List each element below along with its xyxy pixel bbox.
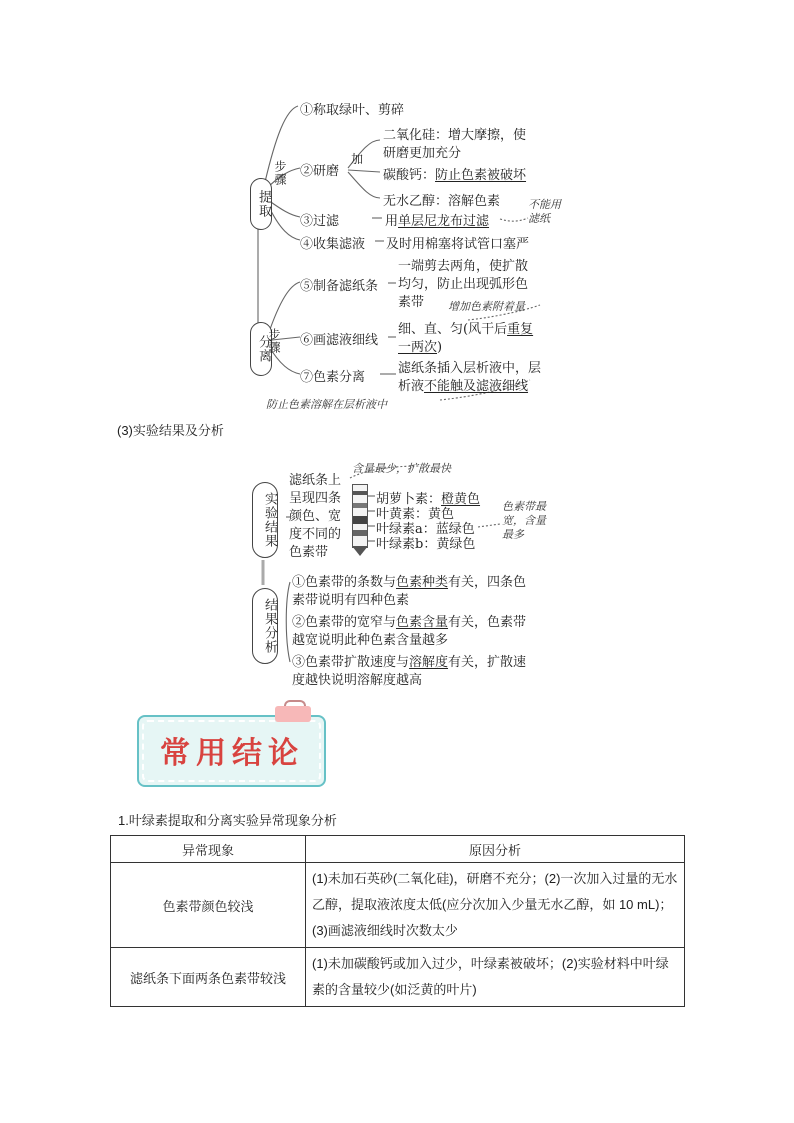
band-xanthophyll: 叶黄素：黄色	[376, 507, 455, 522]
note-widest-line3: 最多	[502, 528, 524, 541]
result-line2: 呈现四条	[289, 491, 342, 506]
grind-silica-line2: 研磨更加充分	[383, 146, 462, 161]
separate-detail-line1: 滤纸条插入层析液中，层	[398, 361, 542, 376]
separate-detail-line2	[398, 375, 528, 394]
header-reason: 原因分析	[306, 836, 685, 863]
caco3-label: 碳酸钙：	[383, 168, 436, 183]
result-line4: 度不同的	[289, 527, 342, 542]
grind-ethanol: 无水乙醇：溶解色素	[383, 194, 501, 209]
a1-line2: 素带说明有四种色素	[292, 593, 410, 608]
note-least-fastest: 含量最少，扩散最快	[352, 462, 451, 475]
label-steps-separate: 步骤	[267, 328, 281, 354]
line-repeat: 重复	[507, 322, 534, 337]
step-7: ⑦色素分离	[300, 370, 366, 385]
strip-tip	[352, 546, 368, 556]
line-detail-1	[398, 318, 533, 337]
result-line3: 颜色、宽	[289, 509, 342, 524]
grind-silica-line1: 二氧化硅：增大摩擦，使	[383, 128, 527, 143]
caco3-purpose: 防止色素被破坏	[435, 168, 527, 183]
header-phenomenon: 异常现象	[111, 836, 306, 863]
table-title: 1.叶绿素提取和分离实验异常现象分析	[118, 813, 337, 828]
result-line5: 色素带	[289, 545, 329, 560]
a3-post: 有关，扩散速	[448, 655, 527, 670]
a3-pre: ③色素带扩散速度与	[292, 655, 410, 670]
band-chla-mark	[353, 516, 367, 524]
a1-post: 有关，四条色	[448, 575, 527, 590]
analysis-1	[292, 574, 526, 610]
step-1: ①称取绿叶、剪碎	[300, 103, 405, 118]
band-chlorophyll-a: 叶绿素a：蓝绿色	[376, 522, 475, 537]
strip-detail-line1: 一端剪去两角，使扩散	[398, 259, 529, 274]
band-carotene-mark	[353, 491, 367, 495]
collect-detail: 及时用棉塞将试管口塞严	[386, 237, 530, 252]
step-6: ⑥画滤液细线	[300, 333, 379, 348]
strip-detail-line3: 素带	[398, 295, 425, 310]
phenomenon-cell: 色素带颜色较浅	[111, 863, 306, 948]
filter-method: 单层尼龙布过滤	[398, 214, 490, 229]
step-2: ②研磨	[300, 164, 340, 179]
band-chlorophyll-b: 叶绿素b：黄绿色	[376, 537, 476, 552]
clip-tab	[275, 706, 311, 722]
root-analysis: 结果分析	[252, 588, 278, 664]
phenomenon-cell: 滤纸条下面两条色素带较浅	[111, 948, 306, 1007]
a1-pre: ①色素带的条数与	[292, 575, 397, 590]
strip-detail-line2: 均匀，防止出现弧形色	[398, 277, 529, 292]
band1-label: 胡萝卜素：	[376, 492, 442, 507]
band1-color: 橙黄色	[441, 492, 481, 507]
note-widest-line2: 宽，含量	[502, 514, 546, 527]
separate-pre: 析液	[398, 379, 425, 394]
note-increase-attachment: 增加色素附着量	[448, 300, 525, 313]
a2-post: 有关，色素带	[448, 615, 527, 630]
a2-line2: 越宽说明此种色素含量越多	[292, 633, 449, 648]
line-close-paren: )	[437, 340, 443, 355]
table-row	[111, 863, 685, 948]
reason-cell: (1)未加碳酸钙或加入过少，叶绿素被破坏；(2)实验材料中叶绿素的含量较少(如泛黄的叶片)	[306, 948, 685, 1007]
table-header-row	[111, 836, 685, 863]
result-description	[289, 472, 341, 562]
line-times: 一两次	[398, 340, 438, 355]
analysis-2	[292, 614, 526, 650]
note-widest-line1: 色素带最	[502, 500, 546, 513]
anomaly-table	[110, 835, 685, 1007]
label-add: 加	[351, 152, 364, 166]
paper-strip	[352, 484, 368, 548]
grind-caco3	[383, 164, 526, 183]
step-4: ④收集滤液	[300, 237, 366, 252]
root-extract: 提取	[250, 178, 272, 230]
section3-title: (3)实验结果及分析	[117, 423, 224, 438]
filter-detail	[385, 210, 489, 229]
step-5: ⑤制备滤纸条	[300, 279, 379, 294]
result-line1: 滤纸条上	[289, 473, 342, 488]
note-prevent-dissolve: 防止色素溶解在层析液中	[266, 398, 387, 411]
table-row	[111, 948, 685, 1007]
a3-key: 溶解度	[409, 655, 449, 670]
line-detail-2	[398, 336, 442, 355]
reason-cell: (1)未加石英砂(二氧化硅)，研磨不充分；(2)一次加入过量的无水乙醇，提取液浓度太低(应分次加入少量无水乙醇，如 10 mL)；(3)画滤液细线时次数太少	[306, 863, 685, 948]
step-3: ③过滤	[300, 214, 340, 229]
a2-pre: ②色素带的宽窄与	[292, 615, 397, 630]
filter-pre: 用	[385, 214, 399, 229]
a1-key: 色素种类	[396, 575, 449, 590]
a3-line2: 度越快说明溶解度越高	[292, 673, 423, 688]
label-steps-extract: 步骤	[273, 160, 287, 186]
a2-key: 色素含量	[396, 615, 449, 630]
band-chlb-mark	[353, 530, 367, 536]
separate-caution: 不能触及滤液细线	[424, 379, 529, 394]
analysis-3	[292, 654, 526, 690]
band-xanthophyll-mark	[353, 503, 367, 508]
line-detail-pre: 细、直、匀(风干后	[398, 322, 508, 337]
root-result: 实验结果	[252, 482, 278, 558]
conclusion-title: 常用结论	[160, 736, 304, 771]
root-separate: 分离	[250, 322, 272, 376]
note-no-filter-paper: 不能用滤纸	[528, 198, 561, 225]
note-widest-most	[502, 500, 546, 542]
